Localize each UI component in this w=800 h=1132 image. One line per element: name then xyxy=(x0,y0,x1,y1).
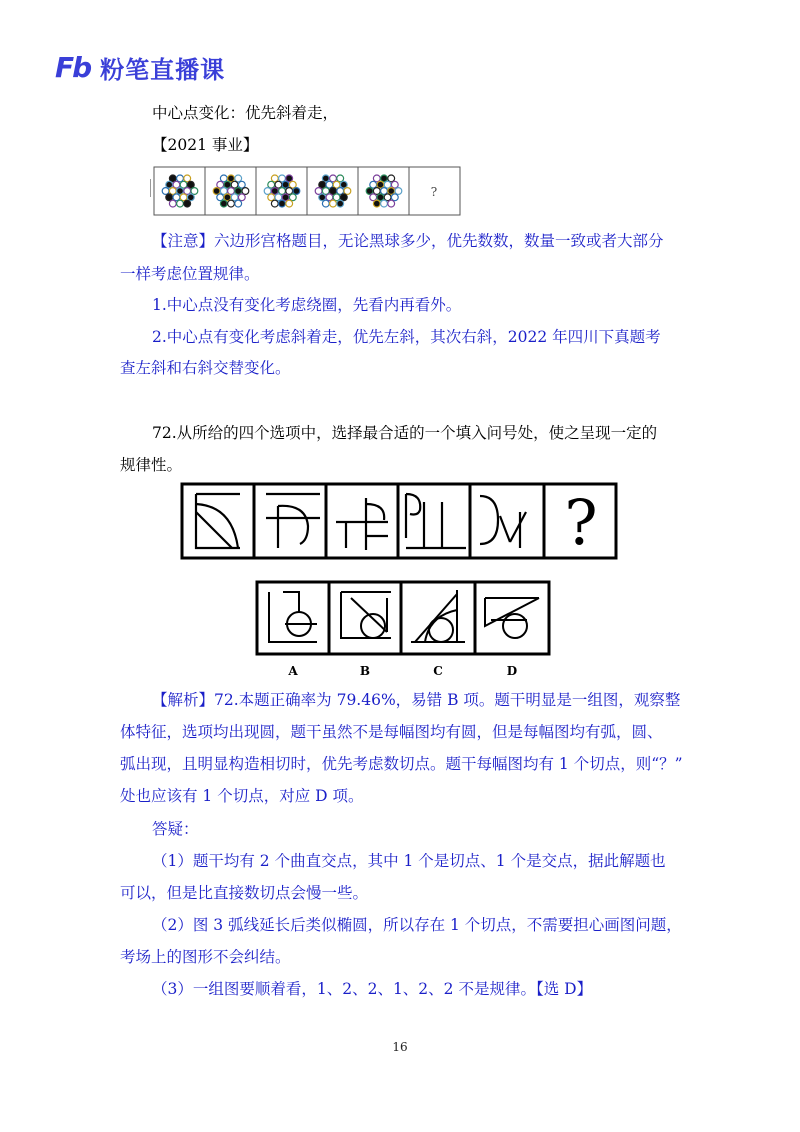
hex-ball xyxy=(217,181,224,188)
hex-ball xyxy=(395,188,402,195)
hex-ball xyxy=(184,175,191,182)
hex-ball xyxy=(191,188,198,195)
option-c-label: C xyxy=(433,664,443,678)
hex-ball xyxy=(340,181,347,188)
hex-ball xyxy=(322,200,329,207)
hex-ball xyxy=(279,175,286,182)
figure-2 xyxy=(266,494,320,548)
hex-ball xyxy=(322,188,329,195)
option-a-figure xyxy=(269,592,317,642)
hex-ball xyxy=(286,200,293,207)
hex-ball xyxy=(166,181,173,188)
hex-ball xyxy=(330,175,337,182)
hex-ball xyxy=(337,200,344,207)
hex-ball xyxy=(370,181,377,188)
hex-ball xyxy=(275,181,282,188)
hex-ball xyxy=(184,188,191,195)
hex-ball xyxy=(238,194,245,201)
hex-ball xyxy=(180,194,187,201)
hex-ball xyxy=(391,181,398,188)
hex-ball xyxy=(388,200,395,207)
figure-3 xyxy=(336,498,388,550)
hex-ball xyxy=(337,188,344,195)
option-b-label: B xyxy=(359,664,371,678)
hex-ball xyxy=(220,175,227,182)
hex-ball xyxy=(279,200,286,207)
hex-ball xyxy=(268,181,275,188)
question-text: 72.从所给的四个选项中，选择最合适的一个填入问号处，使之呈现一定的 xyxy=(152,424,658,442)
hex-ball xyxy=(184,200,191,207)
answer-label: 答疑： xyxy=(152,820,199,838)
hex-ball xyxy=(366,188,373,195)
analysis-line: 弧出现，且明显构造相切时，优先考虑数切点。题干每幅图均有 1 个切点，则“？” xyxy=(120,755,683,773)
hex-ball xyxy=(384,181,391,188)
question-text: 规律性。 xyxy=(120,456,183,474)
hex-ball xyxy=(187,194,194,201)
hex-ball xyxy=(271,175,278,182)
note-line: 一样考虑位置规律。 xyxy=(120,265,260,283)
hex-ball xyxy=(333,181,340,188)
answer-line: （3）一组图要顺着看，1、2、2、1、2、2 不是规律。【选 D】 xyxy=(152,980,593,998)
question-mark-small: ? xyxy=(430,185,438,199)
hex-ball xyxy=(391,194,398,201)
hex-ball xyxy=(275,194,282,201)
hex-ball xyxy=(235,188,242,195)
note-line: 1.中心点没有变化考虑绕圈，先看内再看外。 xyxy=(152,296,462,314)
hex-ball xyxy=(271,200,278,207)
question-figures xyxy=(180,482,620,562)
option-d-label: D xyxy=(506,664,518,678)
hex-ball xyxy=(388,188,395,195)
note-line: 查左斜和右斜交替变化。 xyxy=(120,359,291,377)
hex-ball xyxy=(169,200,176,207)
hex-ball xyxy=(319,181,326,188)
hex-ball xyxy=(268,194,275,201)
question-mark-big: ? xyxy=(564,486,598,559)
option-a-label: A xyxy=(288,664,298,678)
hex-ball xyxy=(289,194,296,201)
hex-ball xyxy=(337,175,344,182)
note-line: 【注意】六边形宫格题目，无论黑球多少，优先数数，数量一致或者大部分 xyxy=(152,232,664,250)
hex-ball xyxy=(384,194,391,201)
figure-1 xyxy=(196,494,240,548)
hex-ball xyxy=(373,200,380,207)
brand-logo xyxy=(55,50,225,85)
figure-5 xyxy=(480,496,526,548)
hex-ball xyxy=(319,194,326,201)
analysis-line: 处也应该有 1 个切点，对应 D 项。 xyxy=(120,787,364,805)
hex-ball xyxy=(271,188,278,195)
hex-ball xyxy=(162,188,169,195)
hex-ball xyxy=(279,188,286,195)
hex-ball xyxy=(217,194,224,201)
analysis-line: 体特征，选项均出现圆，题干虽然不是每幅图均有圆，但是每幅图均有弧，圆、 xyxy=(120,723,663,741)
hex-ball xyxy=(169,175,176,182)
hex-ball xyxy=(228,188,235,195)
hex-ball xyxy=(187,181,194,188)
hex-ball xyxy=(293,188,300,195)
hex-ball xyxy=(326,194,333,201)
hex-ball xyxy=(373,175,380,182)
hex-ball xyxy=(377,194,384,201)
answer-line: （2）图 3 弧线延长后类似椭圆，所以存在 1 个切点，不需要担心画图问题， xyxy=(152,916,682,934)
answer-line: 考场上的图形不会纠结。 xyxy=(120,948,291,966)
hex-ball xyxy=(166,194,173,201)
hex-ball xyxy=(180,181,187,188)
option-b-figure xyxy=(341,592,391,638)
page-number: 16 xyxy=(392,1040,408,1054)
hex-ball xyxy=(173,181,180,188)
answer-line: （1）题干均有 2 个曲直交点，其中 1 个是切点、1 个是交点，据此解题也 xyxy=(152,852,666,870)
hex-ball xyxy=(381,175,388,182)
analysis-line: 【解析】72.本题正确率为 79.46%，易错 B 项。题干明显是一组图，观察整 xyxy=(152,691,681,709)
logo-mark: Fb xyxy=(55,51,91,84)
figure-4 xyxy=(406,494,466,548)
hex-ball xyxy=(326,181,333,188)
option-c-figure xyxy=(411,590,465,642)
note-line: 2.中心点有变化考虑斜着走，优先左斜，其次右斜，2022 年四川下真题考 xyxy=(152,328,661,346)
hex-ball xyxy=(381,200,388,207)
hex-ball xyxy=(177,200,184,207)
hex-ball xyxy=(224,194,231,201)
hex-ball xyxy=(286,175,293,182)
hex-ball xyxy=(213,188,220,195)
hex-ball xyxy=(282,181,289,188)
question-source: 【2021 事业】 xyxy=(152,136,259,154)
hex-ball xyxy=(231,181,238,188)
hex-ball xyxy=(377,181,384,188)
hex-ball xyxy=(173,194,180,201)
text-line: 中心点变化：优先斜着走， xyxy=(152,104,339,122)
hex-ball xyxy=(228,200,235,207)
hex-ball xyxy=(235,175,242,182)
hex-ball xyxy=(333,194,340,201)
hex-ball xyxy=(388,175,395,182)
hex-ball xyxy=(330,200,337,207)
hex-ball xyxy=(242,188,249,195)
hex-ball xyxy=(224,181,231,188)
hex-ball xyxy=(289,181,296,188)
hex-ball xyxy=(315,188,322,195)
hex-ball xyxy=(373,188,380,195)
hex-ball xyxy=(238,181,245,188)
hex-ball xyxy=(322,175,329,182)
hex-ball xyxy=(231,194,238,201)
hex-ball xyxy=(169,188,176,195)
hex-ball xyxy=(381,188,388,195)
hex-ball xyxy=(235,200,242,207)
hex-ball xyxy=(286,188,293,195)
hex-ball xyxy=(370,194,377,201)
answer-line: 可以，但是比直接数切点会慢一些。 xyxy=(120,884,369,902)
brand-name: 粉笔直播课 xyxy=(100,56,226,84)
hex-ball xyxy=(177,175,184,182)
hex-ball xyxy=(177,188,184,195)
option-d-figure xyxy=(485,598,539,638)
hex-ball xyxy=(220,200,227,207)
hexagon-puzzle-strip xyxy=(150,165,462,217)
hex-ball xyxy=(344,188,351,195)
hex-ball xyxy=(220,188,227,195)
hex-ball xyxy=(330,188,337,195)
hex-ball xyxy=(264,188,271,195)
hex-ball xyxy=(340,194,347,201)
hex-ball xyxy=(282,194,289,201)
hex-ball xyxy=(228,175,235,182)
option-figures xyxy=(255,580,555,680)
